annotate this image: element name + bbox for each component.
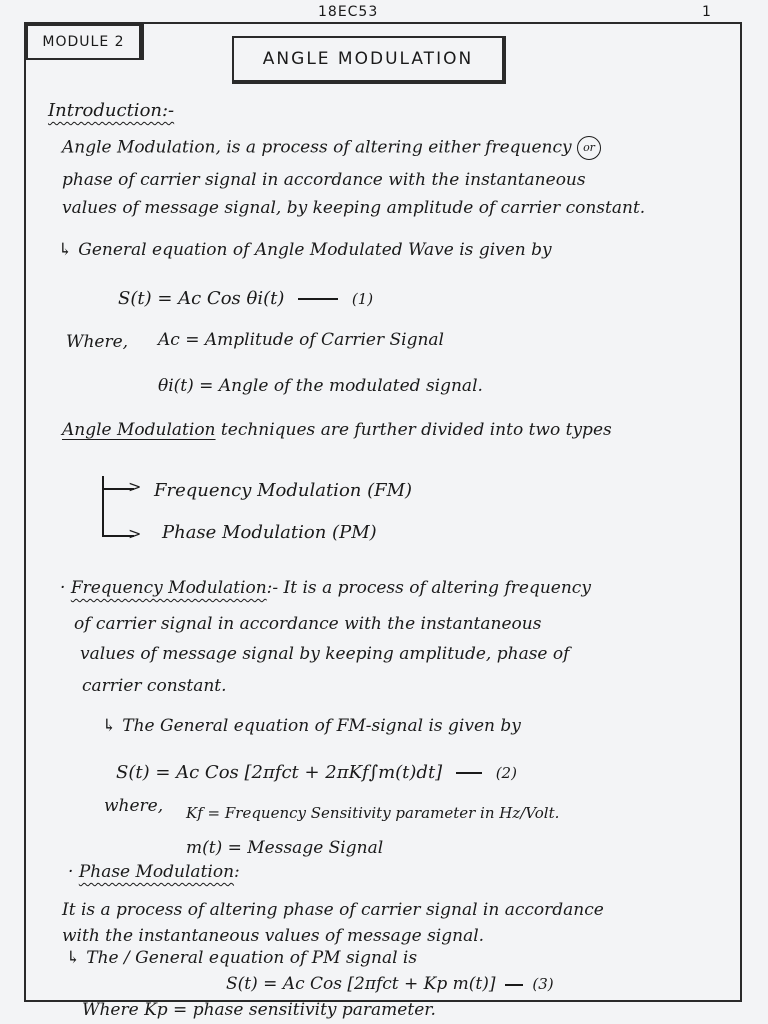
pm-arrow-icon: ↳: [66, 948, 81, 968]
where-theta: θi(t) = Angle of the modulated signal.: [158, 376, 483, 396]
fm-heading-line: [60, 578, 591, 598]
page-title: ANGLE MODULATION: [232, 36, 506, 84]
fm-heading-suffix: :- It is a process of altering frequency: [266, 578, 591, 598]
intro-line-2: phase of carrier signal in accordance with the instantaneous: [62, 170, 586, 190]
pm-bullet: ·: [68, 862, 74, 882]
arrow-fm-icon: >: [128, 477, 142, 496]
equation-3-number: (3): [532, 975, 554, 993]
intro-line-3: values of message signal, by keeping amplitude of carrier constant.: [62, 198, 646, 218]
types-line: [62, 420, 612, 440]
equation-dash: [298, 298, 338, 300]
fm-line-3: values of message signal by keeping amplitude, phase of: [80, 644, 570, 664]
equation-2-text: S(t) = Ac Cos [2πfct + 2πKf∫m(t)dt]: [116, 762, 443, 783]
equation-3-dash: [505, 984, 523, 986]
pm-heading-line: [68, 862, 240, 882]
where-kf: Kf = Frequency Sensitivity parameter in Hz/Volt.: [186, 804, 560, 822]
module-label: MODULE 2: [26, 24, 144, 60]
where-ac: Ac = Amplitude of Carrier Signal: [158, 330, 444, 350]
equation-1-text: S(t) = Ac Cos θi(t): [118, 288, 285, 309]
arrow-pm-icon: >: [128, 524, 142, 543]
where-label-2: where,: [104, 796, 164, 816]
pm-line-2: with the instantaneous values of message signal.: [62, 926, 485, 946]
pm-heading-suffix: :: [234, 862, 240, 882]
equation-3: [226, 974, 554, 994]
equation-1: [118, 288, 373, 309]
arrow-icon: ↳: [58, 240, 73, 260]
equation-2-dash: [456, 772, 482, 774]
type-pm: Phase Modulation (PM): [162, 522, 377, 543]
equation-1-number: (1): [351, 290, 374, 308]
types-rest: techniques are further divided into two types: [220, 420, 612, 440]
fm-line-2: of carrier signal in accordance with the instantaneous: [74, 614, 542, 634]
tree-vertical-line: [102, 476, 104, 536]
general-eq-line: [58, 240, 552, 260]
pm-line-1: It is a process of altering phase of carrier signal in accordance: [62, 900, 604, 920]
fm-arrow-icon: ↳: [102, 716, 117, 736]
fm-heading: Frequency Modulation: [70, 578, 267, 598]
equation-3-text: S(t) = Ac Cos [2πfct + Kp m(t)]: [226, 974, 496, 994]
course-code: 18EC53: [318, 4, 379, 20]
fm-general-text: The General equation of FM-signal is given by: [122, 716, 521, 736]
equation-2: [116, 762, 517, 783]
equation-2-number: (2): [495, 764, 517, 782]
fm-general-line: [102, 716, 521, 736]
pm-general-text: The / General equation of PM signal is: [86, 948, 418, 968]
types-lead: Angle Modulation: [62, 420, 216, 440]
fm-line-4: carrier constant.: [82, 676, 227, 696]
where-mt: m(t) = Message Signal: [186, 838, 384, 858]
where-label-1: Where,: [66, 332, 129, 352]
fm-bullet: ·: [60, 578, 66, 598]
intro-line-1: [62, 136, 601, 160]
pm-heading: Phase Modulation: [78, 862, 235, 882]
or-circle: or: [577, 136, 601, 160]
pm-general-line: [66, 948, 417, 968]
page-number: 1: [702, 4, 712, 20]
where-kp: Where Kp = phase sensitivity parameter.: [82, 1000, 436, 1020]
intro-heading: Introduction:-: [48, 100, 175, 121]
general-eq-text: General equation of Angle Modulated Wave is given by: [78, 240, 552, 260]
intro-line-1-text: Angle Modulation, is a process of altering either frequency: [62, 137, 572, 158]
type-fm: Frequency Modulation (FM): [154, 480, 413, 501]
